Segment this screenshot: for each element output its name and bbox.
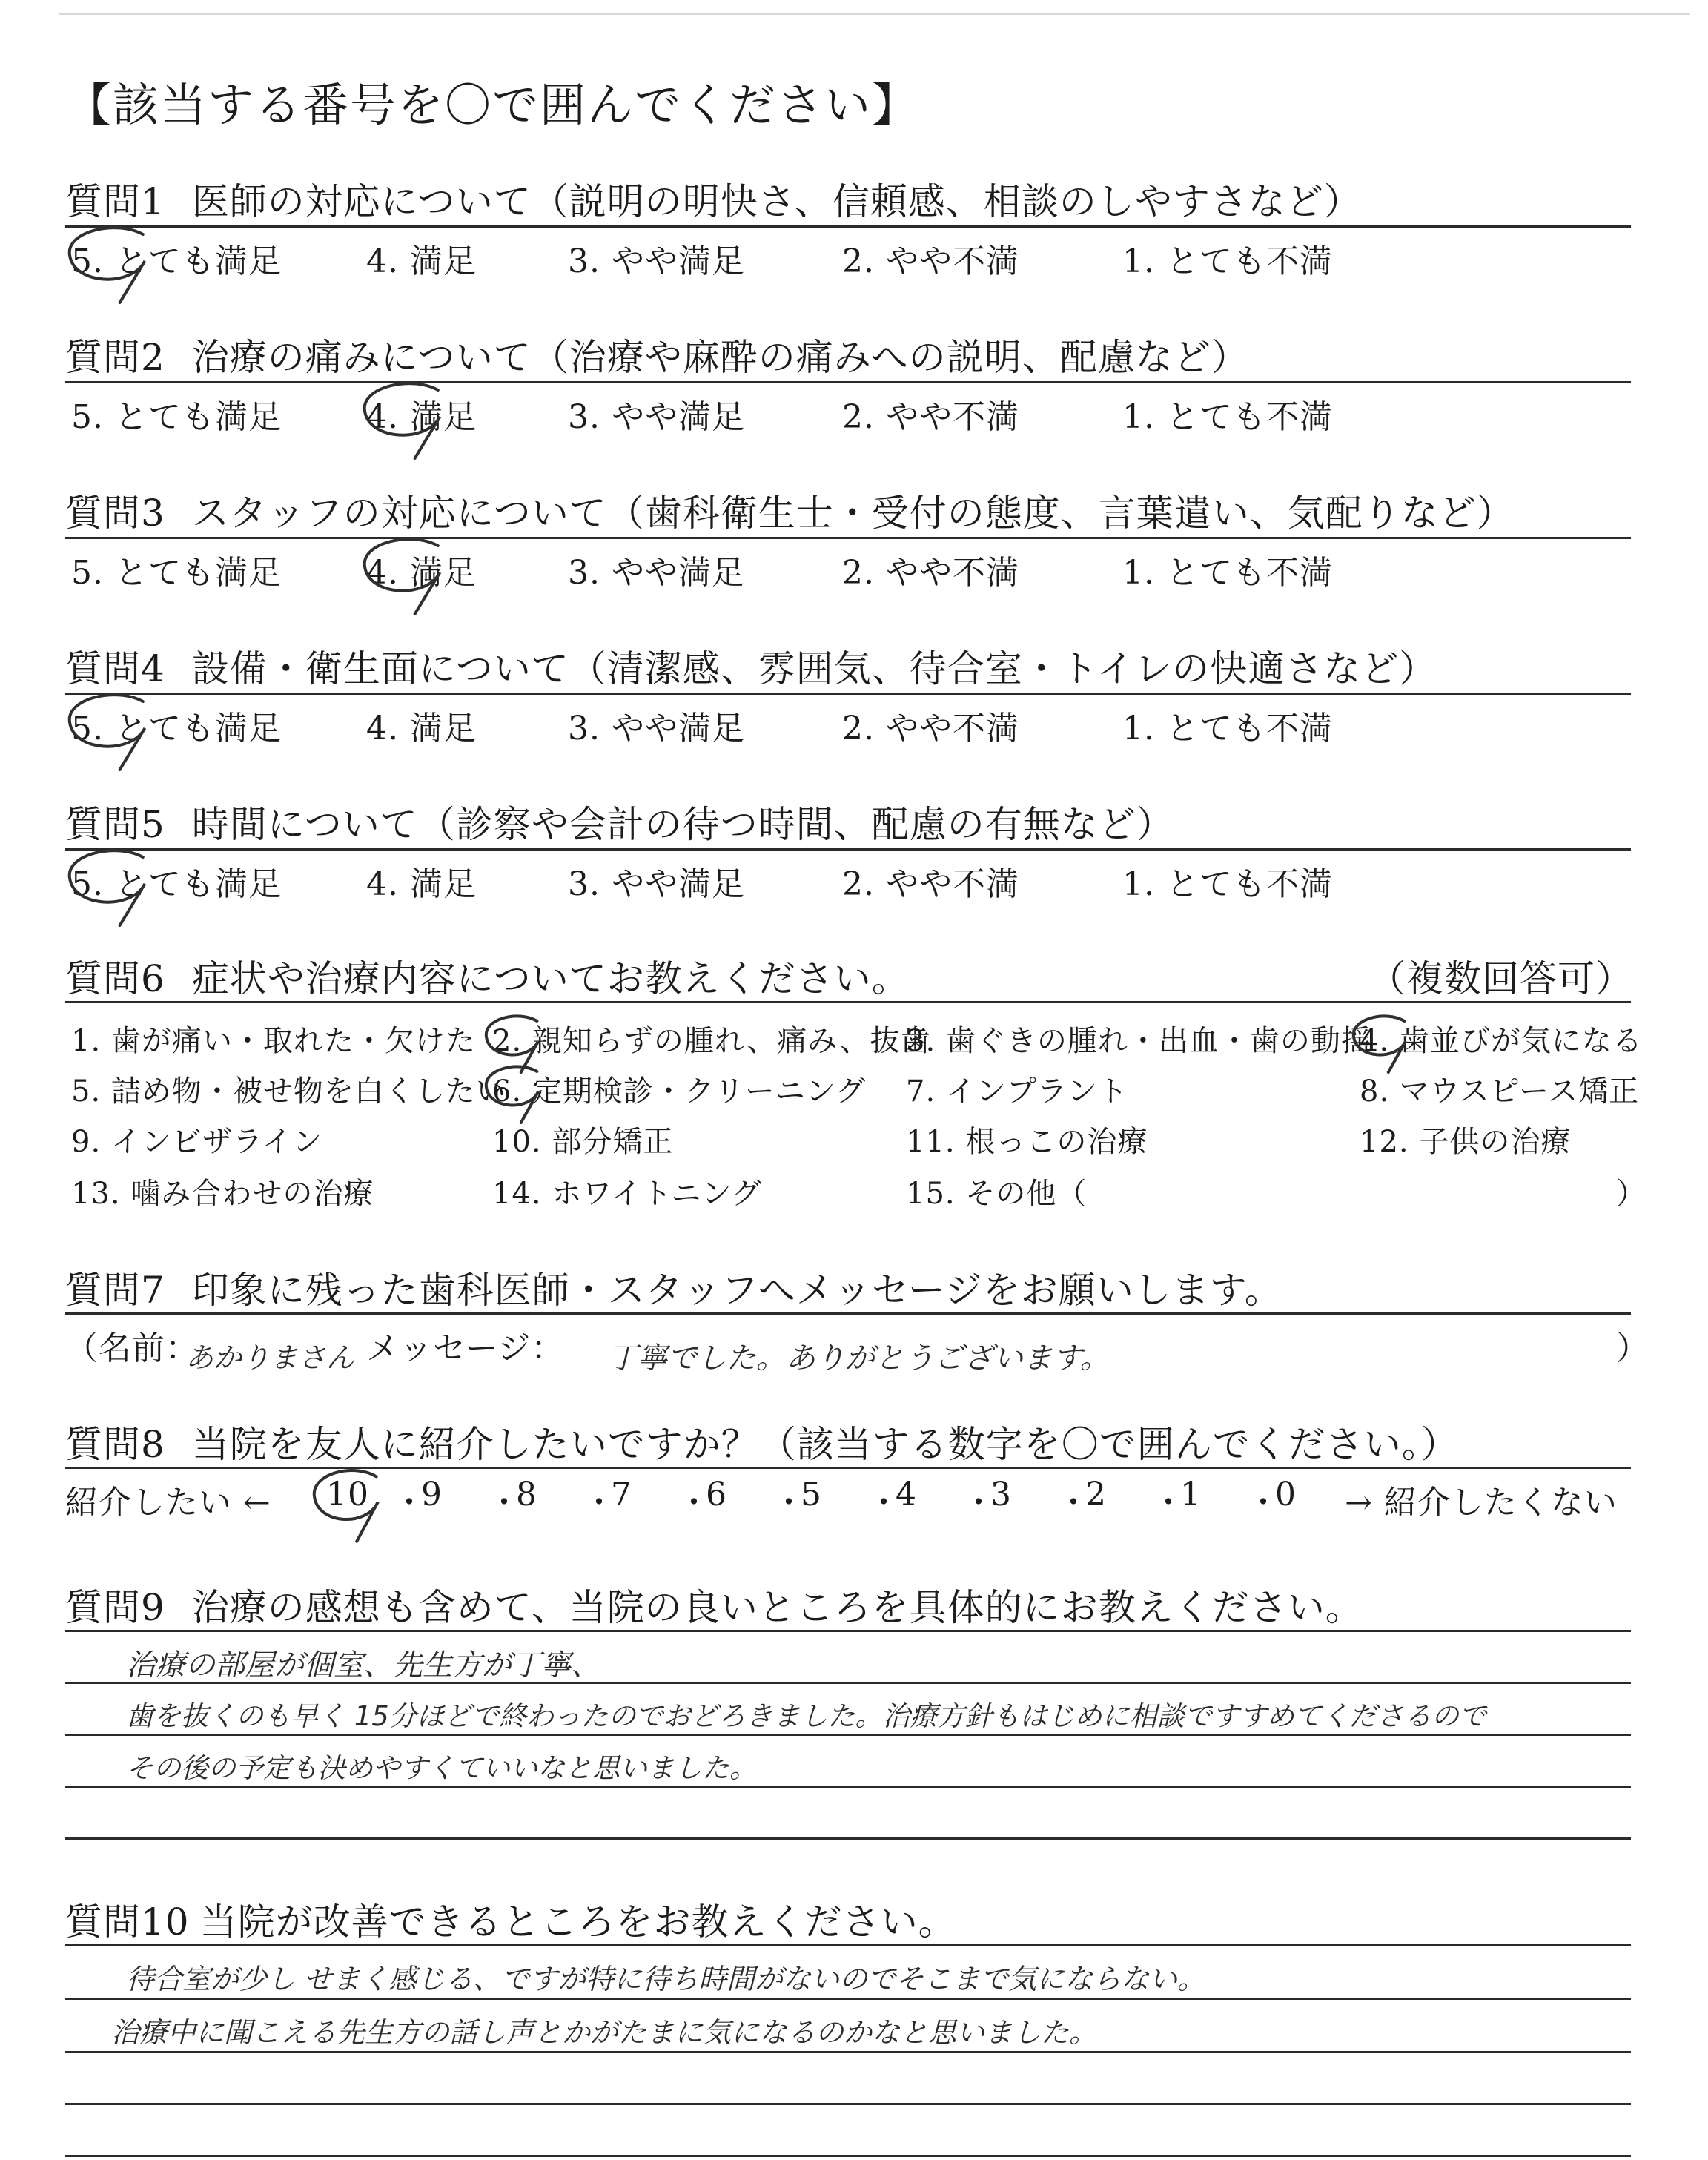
q4-label: 質問4 [65, 647, 165, 690]
q4-option-1[interactable]: 1. とても不満 [1122, 710, 1333, 747]
q8-separator-dot: ・ [678, 1484, 711, 1522]
q10-rule-4 [65, 2155, 1631, 2157]
q4-option-2[interactable]: 2. やや不満 [842, 710, 1019, 747]
q4-heading [65, 639, 1437, 693]
q2-heading [65, 328, 1249, 381]
q8-scale-8[interactable]: 8 [516, 1476, 537, 1513]
q4-rule [65, 693, 1631, 695]
q3-label: 質問3 [65, 492, 165, 535]
q8-left-label: 紹介したい ← [65, 1484, 271, 1522]
q9-answer-line-1: 治療の部屋が個室、先生方が丁寧、 [126, 1648, 600, 1682]
q7-heading [65, 1261, 1282, 1314]
q8-scale-3[interactable]: 3 [990, 1476, 1012, 1513]
q3-option-3[interactable]: 3. やや満足 [568, 554, 745, 592]
q9-heading [65, 1578, 1363, 1631]
q2-option-4[interactable]: 4. 満足 [366, 398, 477, 436]
q1-option-3[interactable]: 3. やや満足 [568, 242, 745, 280]
q6-close-paren: ） [1616, 1177, 1646, 1211]
q1-option-1[interactable]: 1. とても不満 [1122, 242, 1333, 280]
q10-rule-2 [65, 2051, 1631, 2053]
q6-label: 質問6 [65, 957, 165, 1000]
q2-option-5[interactable]: 5. とても満足 [71, 398, 282, 436]
q4-text: 設備・衛生面について（清潔感、雰囲気、待合室・トイレの快適さなど） [191, 647, 1437, 690]
q6-option-15[interactable]: 15. その他（ [906, 1177, 1088, 1211]
q10-heading [65, 1892, 956, 1946]
q6-option-13[interactable]: 13. 噛み合わせの治療 [71, 1177, 374, 1211]
q8-separator-dot: ・ [393, 1484, 426, 1522]
q8-scale-10[interactable]: 10 [326, 1476, 369, 1513]
q6-option-8[interactable]: 8. マウスピース矯正 [1360, 1074, 1640, 1109]
q5-rule [65, 848, 1631, 851]
q9-rule-0 [65, 1630, 1631, 1632]
q1-label: 質問1 [65, 180, 165, 223]
q10-answer-line-1: 待合室が少し せまく感じる、ですが特に待ち時間がないのでそこまで気にならない。 [126, 1963, 1206, 1995]
q6-option-4[interactable]: 4. 歯並びが気になる [1360, 1024, 1643, 1058]
q3-rule [65, 537, 1631, 539]
q10-label: 質問10 [65, 1900, 190, 1943]
q6-option-6[interactable]: 6. 定期検診・クリーニング [492, 1074, 867, 1109]
q7-message-label: メッセージ： [366, 1330, 565, 1367]
q7-handwritten-name: あかりまさん [185, 1341, 355, 1374]
q3-option-2[interactable]: 2. やや不満 [842, 554, 1019, 592]
q2-rule [65, 381, 1631, 383]
q8-separator-dot: ・ [1152, 1484, 1185, 1522]
page-title: 【該当する番号を〇で囲んでください】 [65, 78, 920, 132]
q7-name-label: （名前： [65, 1330, 199, 1367]
q8-separator-dot: ・ [772, 1484, 806, 1522]
q8-scale-7[interactable]: 7 [611, 1476, 632, 1513]
q8-separator-dot: ・ [488, 1484, 521, 1522]
q8-scale-2[interactable]: 2 [1085, 1476, 1107, 1513]
q9-rule-2 [65, 1734, 1631, 1736]
q10-rule-0 [65, 1944, 1631, 1946]
q6-option-14[interactable]: 14. ホワイトニング [492, 1177, 762, 1211]
q6-option-3[interactable]: 3. 歯ぐきの腫れ・出血・歯の動揺 [906, 1024, 1371, 1058]
q1-heading [65, 172, 1362, 225]
q1-rule [65, 225, 1631, 228]
q8-scale-6[interactable]: 6 [706, 1476, 727, 1513]
q2-text: 治療の痛みについて（治療や麻酔の痛みへの説明、配慮など） [191, 336, 1249, 379]
q2-option-1[interactable]: 1. とても不満 [1122, 398, 1333, 436]
q8-scale-9[interactable]: 9 [421, 1476, 443, 1513]
q3-option-1[interactable]: 1. とても不満 [1122, 554, 1333, 592]
q9-text: 治療の感想も含めて、当院の良いところを具体的にお教えください。 [191, 1586, 1363, 1629]
q5-text: 時間について（診察や会計の待つ時間、配慮の有無など） [191, 803, 1174, 846]
q3-text: スタッフの対応について（歯科衛生士・受付の態度、言葉遣い、気配りなど） [191, 492, 1515, 535]
q2-option-3[interactable]: 3. やや満足 [568, 398, 745, 436]
q6-text: 症状や治療内容についてお教えください。 [191, 957, 910, 1000]
q6-option-12[interactable]: 12. 子供の治療 [1360, 1125, 1572, 1159]
q6-option-11[interactable]: 11. 根っこの治療 [906, 1125, 1148, 1159]
q4-option-3[interactable]: 3. やや満足 [568, 710, 745, 747]
q1-option-5[interactable]: 5. とても満足 [71, 242, 282, 280]
q5-option-5[interactable]: 5. とても満足 [71, 865, 282, 903]
q9-rule-3 [65, 1786, 1631, 1788]
scan-edge-line [59, 13, 1690, 15]
q4-option-4[interactable]: 4. 満足 [366, 710, 477, 747]
q7-close-paren: ） [1616, 1330, 1649, 1367]
q10-rule-1 [65, 1998, 1631, 2000]
q8-scale-4[interactable]: 4 [896, 1476, 917, 1513]
q5-option-3[interactable]: 3. やや満足 [568, 865, 745, 903]
q8-separator-dot: ・ [583, 1484, 616, 1522]
q8-label: 質問8 [65, 1423, 165, 1466]
q8-separator-dot: ・ [1057, 1484, 1090, 1522]
q3-heading [65, 483, 1515, 537]
q9-rule-4 [65, 1837, 1631, 1840]
q5-option-4[interactable]: 4. 満足 [366, 865, 477, 903]
q6-note: （複数回答可） [1368, 957, 1633, 1000]
q6-option-5[interactable]: 5. 詰め物・被せ物を白くしたい [71, 1074, 506, 1109]
q10-rule-3 [65, 2103, 1631, 2105]
q8-scale-1[interactable]: 1 [1180, 1476, 1202, 1513]
q6-option-10[interactable]: 10. 部分矯正 [492, 1125, 674, 1159]
q8-separator-dot: ・ [1247, 1484, 1280, 1522]
q8-scale-5[interactable]: 5 [801, 1476, 822, 1513]
q6-option-2[interactable]: 2. 親知らずの腫れ、痛み、抜歯 [492, 1024, 931, 1058]
q1-text: 医師の対応について（説明の明快さ、信頼感、相談のしやすさなど） [191, 180, 1362, 223]
q8-rule [65, 1467, 1631, 1469]
q5-option-2[interactable]: 2. やや不満 [842, 865, 1019, 903]
q6-option-1[interactable]: 1. 歯が痛い・取れた・欠けた [71, 1024, 476, 1058]
q8-separator-dot: ・ [962, 1484, 996, 1522]
q5-heading [65, 795, 1174, 848]
q1-option-4[interactable]: 4. 満足 [366, 242, 477, 280]
q2-label: 質問2 [65, 336, 165, 379]
q9-answer-line-2: 歯を抜くのも早く 15分ほどで終わったのでおどろきました。治療方針もはじめに相談ですすめてくださるので [126, 1700, 1486, 1732]
q1-option-2[interactable]: 2. やや不満 [842, 242, 1019, 280]
q9-label: 質問9 [65, 1586, 165, 1629]
q7-rule [65, 1312, 1631, 1315]
q6-rule [65, 1001, 1631, 1003]
q7-handwritten-message: 丁寧でした。ありがとうございます。 [608, 1341, 1110, 1375]
q8-right-label: → 紹介したくない [1345, 1484, 1618, 1522]
q6-option-9[interactable]: 9. インビザライン [71, 1125, 323, 1159]
q7-label: 質問7 [65, 1269, 165, 1312]
q7-text: 印象に残った歯科医師・スタッフへメッセージをお願いします。 [191, 1269, 1282, 1312]
q3-option-4[interactable]: 4. 満足 [366, 554, 477, 592]
q8-separator-dot: ・ [867, 1484, 901, 1522]
q6-heading [65, 949, 910, 1003]
q10-answer-line-2: 治療中に聞こえる先生方の話し声とかがたまに気になるのかなと思いました。 [111, 2016, 1098, 2049]
q3-option-5[interactable]: 5. とても満足 [71, 554, 282, 592]
q4-option-5[interactable]: 5. とても満足 [71, 710, 282, 747]
q5-label: 質問5 [65, 803, 165, 846]
q8-heading [65, 1415, 1459, 1468]
q9-answer-line-3: その後の予定も決めやすくていいなと思いました。 [126, 1752, 757, 1784]
q10-text: 当院が改善できるところをお教えください。 [199, 1900, 956, 1943]
q6-option-7[interactable]: 7. インプラント [906, 1074, 1128, 1109]
q8-text: 当院を友人に紹介したいですか？（該当する数字を〇で囲んでください。） [191, 1423, 1459, 1466]
q8-scale-0[interactable]: 0 [1275, 1476, 1297, 1513]
q2-option-2[interactable]: 2. やや不満 [842, 398, 1019, 436]
q5-option-1[interactable]: 1. とても不満 [1122, 865, 1333, 903]
